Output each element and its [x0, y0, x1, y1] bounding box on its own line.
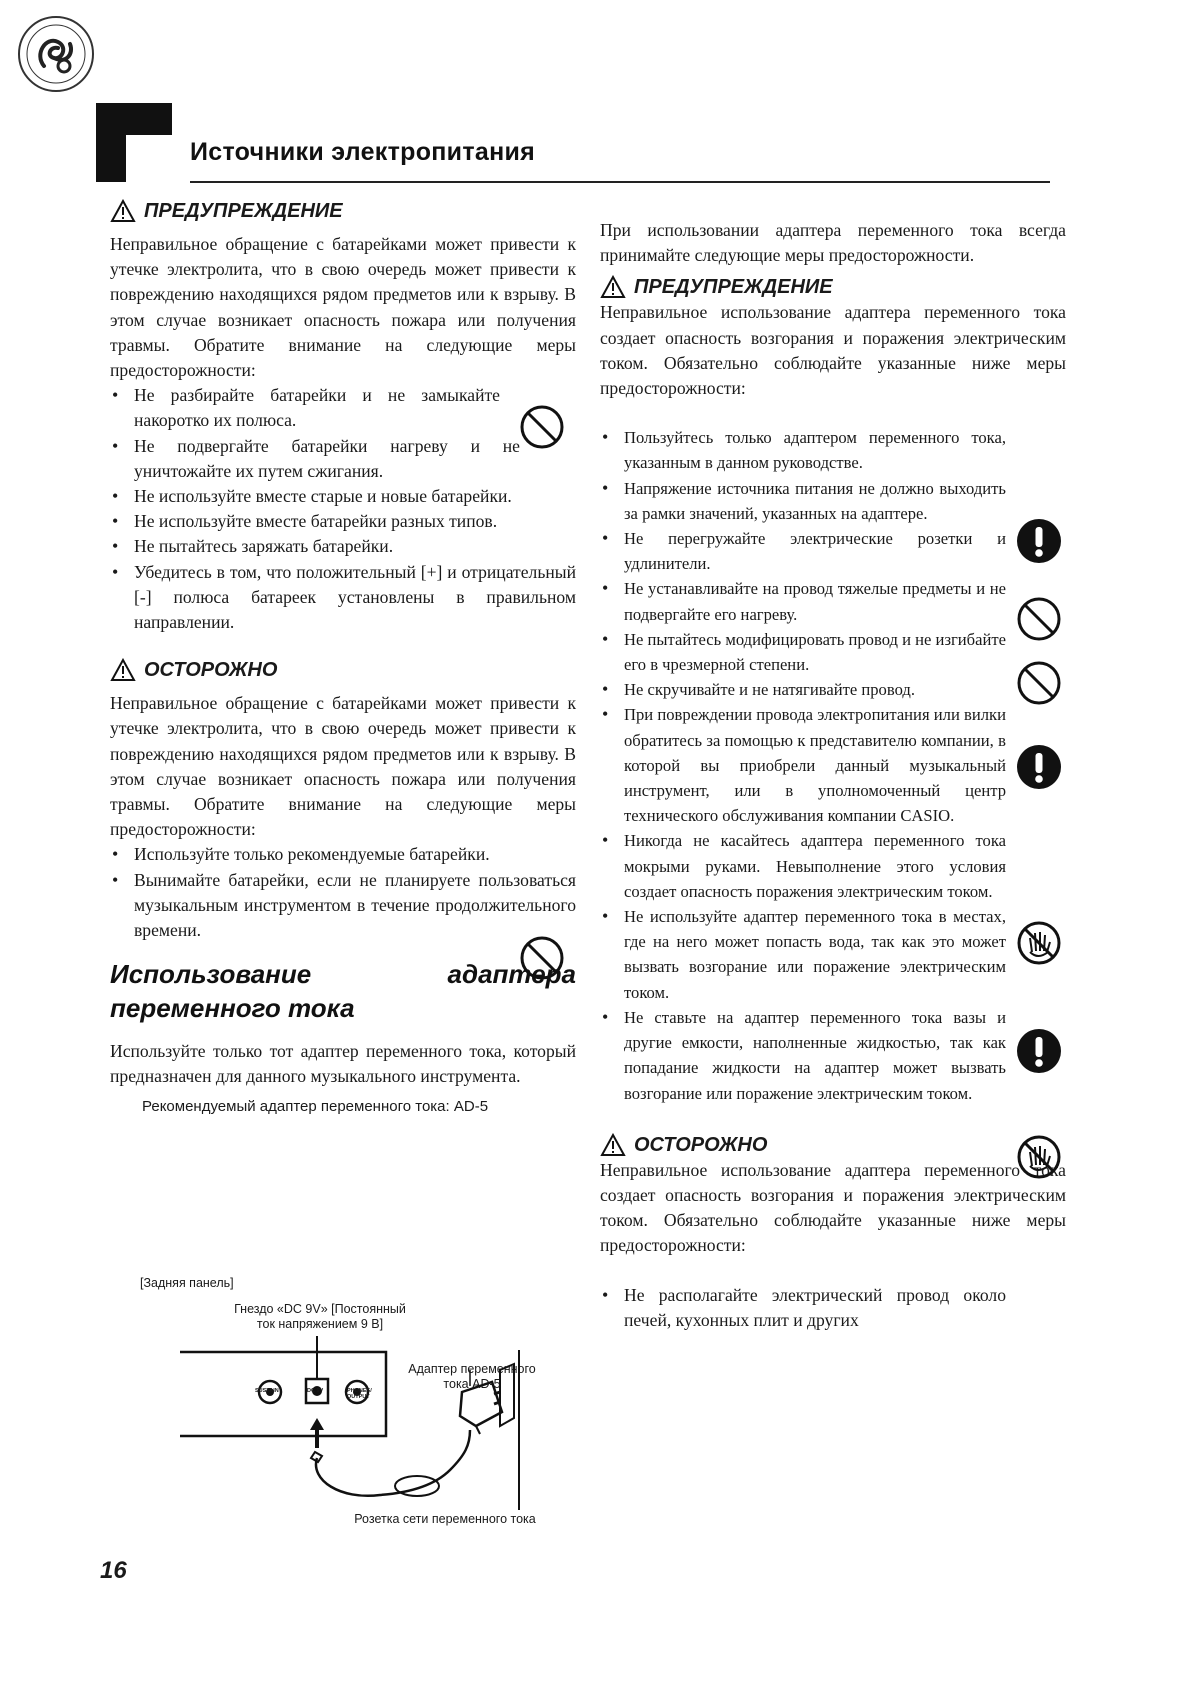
- caution-list-adapter: [600, 1283, 1006, 1333]
- warning-heading-text: ПРЕДУПРЕЖДЕНИЕ: [634, 276, 833, 299]
- adapter-label-line: тока AD-5: [443, 1377, 501, 1391]
- dc-jack-label: [215, 1302, 425, 1332]
- warning-heading-text: ПРЕДУПРЕЖДЕНИЕ: [144, 200, 343, 222]
- prohibition-icon: [1016, 596, 1062, 642]
- warning-list-batteries-cont: [110, 484, 576, 635]
- caution-paragraph-adapter: Неправильное использование адаптера переменного тока создает опасность возгорания и поражения электрическим током. Обязательно соблюдайте указанные ниже меры предосторожности:: [600, 1159, 1066, 1256]
- warning-triangle-icon: [600, 275, 626, 299]
- port-label-dc9v: DC 9V: [307, 1388, 324, 1394]
- left-column: [110, 198, 576, 1119]
- prohibition-icon: [1016, 660, 1062, 706]
- mandatory-action-icon: [1016, 1028, 1062, 1074]
- warning-heading-adapter: [600, 274, 1066, 300]
- warning-paragraph-adapter: Неправильное использование адаптера переменного тока создает опасность возгорания и поражения электрическим током. Обязательно соблюдайте указанные ниже меры предосторожности:: [600, 302, 1066, 399]
- warning-triangle-icon: [600, 1133, 626, 1157]
- page-title: Источники электропитания: [190, 138, 536, 166]
- rear-panel-label: [Задняя панель]: [140, 1276, 234, 1290]
- port-label-line: OUTPUT: [347, 1394, 370, 1400]
- port-label-phones: [347, 1388, 372, 1400]
- dc-jack-label-line: ток напряжением 9 В]: [256, 1317, 384, 1331]
- mandatory-action-icon: [1016, 518, 1062, 564]
- caution-heading-text: ОСТОРОЖНО: [634, 1133, 768, 1156]
- right-column: [600, 218, 1066, 1333]
- page-number: 16: [100, 1557, 127, 1584]
- list-item: • Не используйте вместе батарейки разных типов.: [110, 509, 576, 534]
- caution-list-batteries: [110, 842, 520, 867]
- caution-list-batteries-cont: [110, 868, 576, 944]
- outlet-label: Розетка сети переменного тока: [354, 1512, 536, 1526]
- list-item: • Вынимайте батарейки, если не планируете пользоваться музыкальным инструментом в течение продолжительного времени.: [110, 868, 576, 944]
- adapter-label-line: Адаптер переменного: [408, 1362, 536, 1376]
- warning-triangle-icon: [110, 199, 136, 223]
- no-wet-hands-icon: [1016, 1134, 1062, 1180]
- port-label-line: PHONES/: [347, 1388, 372, 1394]
- warning-list-batteries: [110, 383, 520, 484]
- list-item: • Не используйте адаптер переменного тока в местах, где на него может попасть вода, так как это может вызвать возгорание или поражение электрическим током.: [600, 904, 1006, 1005]
- section-paragraph: Используйте только тот адаптер переменного тока, который предназначен для данного музыкального инструмента.: [110, 1041, 576, 1087]
- caution-heading-batteries: [110, 657, 576, 683]
- warning-heading-batteries: [110, 198, 576, 224]
- header-divider: [190, 181, 1050, 183]
- warning-paragraph-batteries: Неправильное обращение с батарейками может привести к утечке электролита, что в свою очередь может привести к повреждению находящихся рядом предметов или к взрыву. В этом случае возникает опасность пожара или получения травмы. Обратите внимание на следующие меры предосторожности:: [110, 234, 576, 381]
- list-item: • Не располагайте электрический провод около печей, кухонных плит и других: [600, 1283, 1006, 1333]
- section-tab-notch: [126, 135, 172, 182]
- mandatory-action-icon: [1016, 744, 1062, 790]
- list-item: • Не подвергайте батарейки нагреву и не уничтожайте их путем сжигания.: [110, 434, 520, 484]
- dc-jack-label-line: Гнездо «DC 9V» [Постоянный: [234, 1302, 406, 1316]
- section-title-word: адаптера: [447, 959, 576, 990]
- caution-heading-text: ОСТОРОЖНО: [144, 659, 278, 682]
- list-item: • Не устанавливайте на провод тяжелые предметы и не подвергайте его нагреву.: [600, 576, 1006, 626]
- publisher-logo-icon: [16, 14, 96, 94]
- list-item: • Не скручивайте и не натягивайте провод.: [600, 677, 1006, 702]
- caution-heading-adapter: [600, 1132, 1066, 1158]
- prohibition-icon: [519, 404, 565, 450]
- list-item: • Не используйте вместе старые и новые батарейки.: [110, 484, 576, 509]
- prohibition-icon: [519, 935, 565, 981]
- list-item: • Пользуйтесь только адаптером переменного тока, указанным в данном руководстве.: [600, 425, 1006, 475]
- list-item: • Никогда не касайтесь адаптера переменного тока мокрыми руками. Невыполнение этого условия создает опасность поражения электрическим током.: [600, 828, 1006, 904]
- section-title-word: Использование: [110, 959, 312, 990]
- port-label-sustain: SUSTAIN: [255, 1388, 279, 1394]
- section-title-line: переменного тока: [110, 993, 355, 1024]
- list-item: • При повреждении провода электропитания или вилки обратитесь за помощью к представителю компании, в которой вы приобрели данный музыкальный инструмент, или в уполномоченный центр технического обслуживания компании CASIO.: [600, 702, 1006, 828]
- list-item: • Убедитесь в том, что положительный [+] и отрицательный [-] полюса батареек установлены в правильном направлении.: [110, 560, 576, 636]
- adapter-connection-diagram: [180, 1330, 580, 1510]
- list-item: • Используйте только рекомендуемые батарейки.: [110, 842, 520, 867]
- ac-adapter-intro: При использовании адаптера переменного тока всегда принимайте следующие меры предосторожности.: [600, 220, 1066, 266]
- list-item: • Не ставьте на адаптер переменного тока вазы и другие емкости, наполненные жидкостью, так как попадание жидкости на адаптер может вызвать возгорание или поражение электрическим током.: [600, 1005, 1006, 1106]
- warning-triangle-icon: [110, 658, 136, 682]
- no-wet-hands-icon: [1016, 920, 1062, 966]
- list-item: • Напряжение источника питания не должно выходить за рамки значений, указанных на адаптере.: [600, 476, 1006, 526]
- recommended-adapter-text: Рекомендуемый адаптер переменного тока: AD-5: [142, 1097, 489, 1115]
- warning-list-adapter: [600, 425, 1006, 1105]
- caution-paragraph-batteries: Неправильное обращение с батарейками может привести к утечке электролита, что в свою очередь может привести к повреждению находящихся рядом предметов или к взрыву. В этом случае возникает опасность пожара или получения травмы. Обратите внимание на следующие меры предосторожности:: [110, 693, 576, 840]
- list-item: • Не разбирайте батарейки и не замыкайте накоротко их полюса.: [110, 383, 520, 433]
- list-item: • Не пытайтесь заряжать батарейки.: [110, 534, 576, 559]
- list-item: • Не пытайтесь модифицировать провод и не изгибайте его в чрезмерной степени.: [600, 627, 1006, 677]
- section-title-ac-adapter: [110, 957, 576, 1025]
- list-item: • Не перегружайте электрические розетки и удлинители.: [600, 526, 1006, 576]
